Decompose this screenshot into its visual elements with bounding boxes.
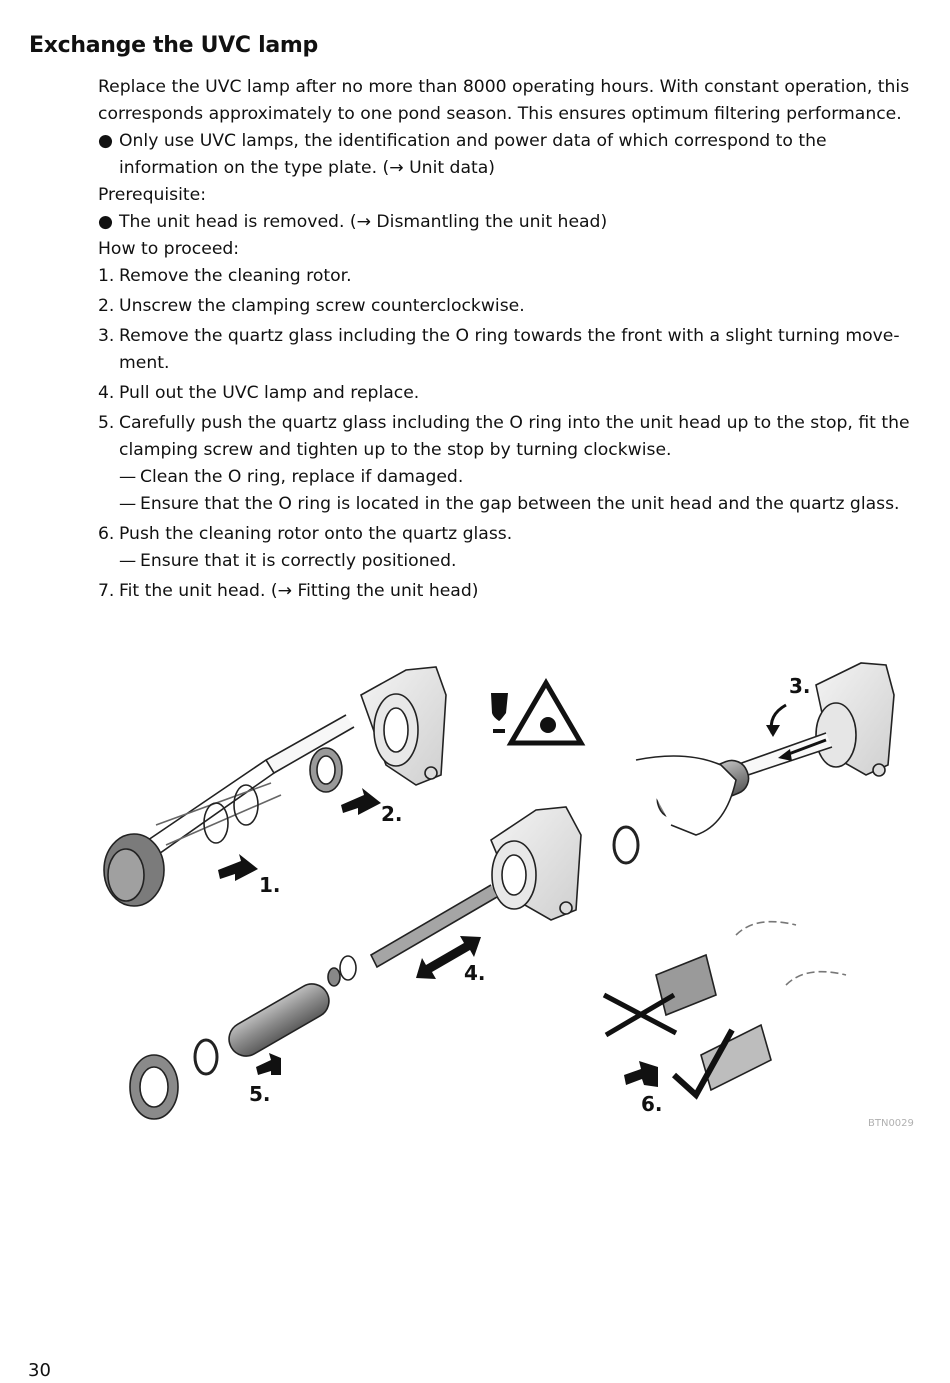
section-title: Exchange the UVC lamp (29, 33, 318, 58)
top-right-assembly (614, 663, 894, 863)
step-6 (98, 521, 918, 575)
glass-icon (491, 693, 508, 733)
instructions-body (98, 74, 918, 608)
step-number: 2. (98, 296, 115, 316)
step-4 (98, 380, 918, 407)
step-2 (98, 293, 918, 320)
rotor-check (656, 922, 846, 1090)
step-5-sub-2 (119, 491, 918, 518)
procedure-label: How to proceed: (98, 239, 240, 259)
arrow-2-icon (341, 788, 381, 815)
prerequisite-label: Prerequisite: (98, 185, 207, 205)
bullet-icon: ● (98, 212, 113, 232)
top-left-assembly (104, 667, 446, 906)
figure-label-5: 5. (249, 1082, 271, 1106)
sub-text: Ensure that the O ring is located in the gap between the unit head and the quartz glass. (140, 494, 900, 514)
step-3 (98, 323, 918, 377)
prerequisite-item-text: The unit head is removed. (→ Dismantling the unit head) (119, 212, 608, 232)
arrow-1-icon (218, 854, 258, 881)
arrow-6-icon (624, 1061, 658, 1087)
step-7 (98, 578, 918, 605)
note-bullet (98, 128, 918, 182)
figure-label-2: 2. (381, 802, 403, 826)
warning-symbols (491, 683, 581, 743)
intro-paragraph: Replace the UVC lamp after no more than 8000 operating hours. With constant operation, this corresponds approximately to one pond season. This ensures optimum filtering performance. (98, 77, 910, 124)
dash-icon: — (119, 551, 137, 571)
note-bullet-text: Only use UVC lamps, the identification and power data of which correspond to the information on the type plate. (→ Unit data) (119, 131, 827, 178)
step-1 (98, 263, 918, 290)
step-text: Fit the unit head. (→ Fitting the unit head) (119, 581, 479, 601)
bullet-icon: ● (98, 131, 113, 151)
step-number: 6. (98, 524, 115, 544)
step-5-sub-1 (119, 464, 918, 491)
assembly-illustration (96, 655, 916, 1125)
step-number: 4. (98, 383, 115, 403)
middle-assembly (130, 807, 581, 1119)
step-text: Push the cleaning rotor onto the quartz glass. (119, 524, 513, 544)
step-text: Remove the quartz glass including the O ring towards the front with a slight turning move-ment. (119, 326, 900, 373)
step-5 (98, 410, 918, 518)
dash-icon: — (119, 467, 137, 487)
step-number: 7. (98, 581, 115, 601)
step-number: 3. (98, 326, 115, 346)
warning-triangle-icon (511, 683, 581, 743)
step-text: Remove the cleaning rotor. (119, 266, 352, 286)
dash-icon: — (119, 494, 137, 514)
sub-text: Ensure that it is correctly positioned. (140, 551, 457, 571)
step-text: Pull out the UVC lamp and replace. (119, 383, 420, 403)
figure-label-3: 3. (789, 674, 811, 698)
figure-label-1: 1. (259, 873, 281, 897)
step-text: Unscrew the clamping screw counterclockwise. (119, 296, 525, 316)
step-number: 1. (98, 266, 115, 286)
page-number: 30 (28, 1360, 51, 1381)
arrow-5-icon (256, 1053, 281, 1075)
step-6-sub-1 (119, 548, 918, 575)
step-number: 5. (98, 413, 115, 433)
prerequisite-item (98, 209, 918, 236)
figure-label-6: 6. (641, 1092, 663, 1116)
figure-label-4: 4. (464, 961, 486, 985)
step-text: Carefully push the quartz glass including the O ring into the unit head up to the stop, fit the clamping screw and tighten up to the stop by turning clockwise. (119, 413, 910, 460)
figure-code: BTN0029 (868, 1118, 914, 1129)
sub-text: Clean the O ring, replace if damaged. (140, 467, 464, 487)
